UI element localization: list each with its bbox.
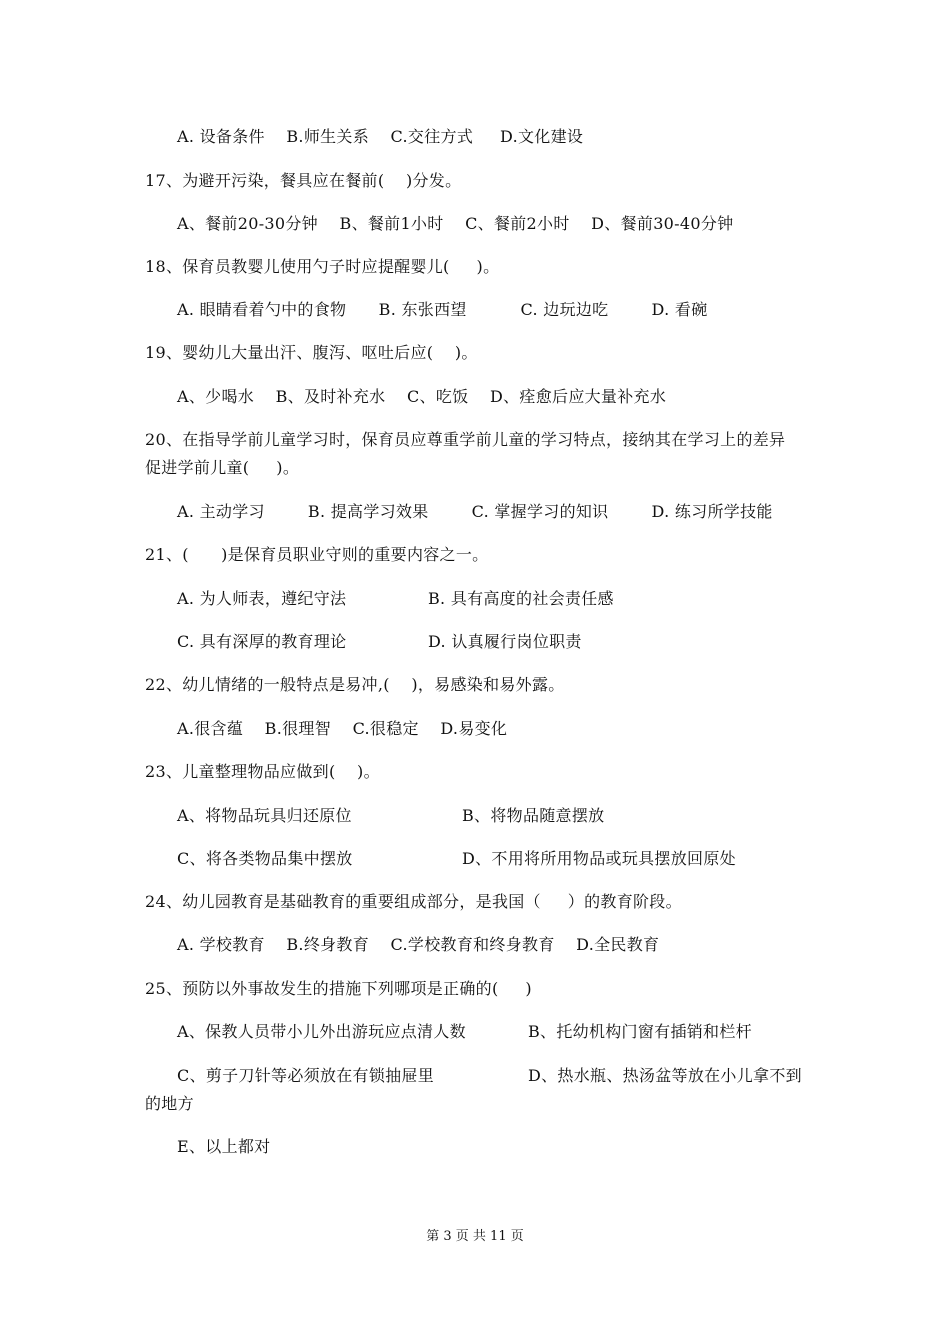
q25-option-d: D、热水瓶、热汤盆等放在小儿拿不到 <box>528 1066 802 1085</box>
q18-stem: 18、保育员教婴儿使用勺子时应提醒婴儿( )。 <box>145 257 500 276</box>
q25-option-c: C、剪子刀针等必须放在有锁抽屉里 <box>177 1066 435 1085</box>
q25-option-e: E、以上都对 <box>177 1137 271 1156</box>
q20-stem-line1: 20、在指导学前儿童学习时，保育员应尊重学前儿童的学习特点，接纳其在学习上的差异 <box>145 430 786 449</box>
q23-option-a: A、将物品玩具归还原位 <box>177 806 352 825</box>
q21-option-a: A. 为人师表，遵纪守法 <box>177 589 347 608</box>
q20-stem-line2: 促进学前儿童( )。 <box>145 458 300 477</box>
q25-stem: 25、预防以外事故发生的措施下列哪项是正确的( ) <box>145 979 532 998</box>
q17-options: A、餐前20-30分钟 B、餐前1小时 C、餐前2小时 D、餐前30-40分钟 <box>177 214 734 233</box>
q23-option-c: C、将各类物品集中摆放 <box>177 849 353 868</box>
q20-options: A. 主动学习 B. 提高学习效果 C. 掌握学习的知识 D. 练习所学技能 <box>177 502 773 521</box>
page-footer: 第 3 页 共 11 页 <box>426 1229 524 1244</box>
q18-options: A. 眼睛看着勺中的食物 B. 东张西望 C. 边玩边吃 D. 看碗 <box>177 300 708 319</box>
q19-options: A、少喝水 B、及时补充水 C、吃饭 D、痊愈后应大量补充水 <box>177 387 667 406</box>
q19-stem: 19、婴幼儿大量出汗、腹泻、呕吐后应( )。 <box>145 343 478 362</box>
q16-options: A. 设备条件 B.师生关系 C.交往方式 D.文化建设 <box>177 127 584 146</box>
q17-stem: 17、为避开污染，餐具应在餐前( )分发。 <box>145 171 462 190</box>
q23-stem: 23、儿童整理物品应做到( )。 <box>145 762 380 781</box>
q23-option-b: B、将物品随意摆放 <box>462 806 605 825</box>
q24-stem: 24、幼儿园教育是基础教育的重要组成部分，是我国（ ）的教育阶段。 <box>145 892 682 911</box>
q25-option-b: B、托幼机构门窗有插销和栏杆 <box>528 1022 752 1041</box>
q21-stem: 21、( )是保育员职业守则的重要内容之一。 <box>145 545 489 564</box>
q25-option-a: A、保教人员带小儿外出游玩应点清人数 <box>177 1022 466 1041</box>
q22-options: A.很含蕴 B.很理智 C.很稳定 D.易变化 <box>177 719 508 738</box>
q22-stem: 22、幼儿情绪的一般特点是易冲,( )，易感染和易外露。 <box>145 675 565 694</box>
q24-options: A. 学校教育 B.终身教育 C.学校教育和终身教育 D.全民教育 <box>177 935 660 954</box>
q23-option-d: D、不用将所用物品或玩具摆放回原处 <box>462 849 736 868</box>
q25-option-d-continued: 的地方 <box>145 1094 194 1113</box>
q21-option-b: B. 具有高度的社会责任感 <box>428 589 614 608</box>
q21-option-c: C. 具有深厚的教育理论 <box>177 632 347 651</box>
q21-option-d: D. 认真履行岗位职责 <box>428 632 582 651</box>
